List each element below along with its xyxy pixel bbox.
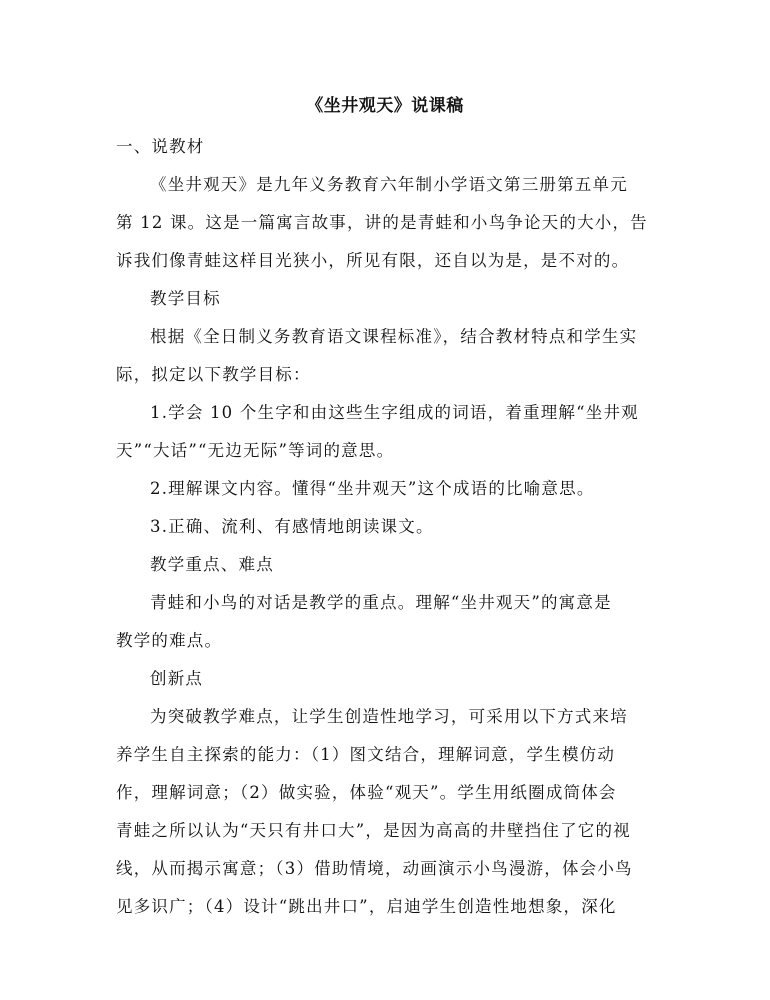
paragraph-line: 《坐井观天》是九年义务教育六年制小学语文第三册第五单元 <box>150 175 628 194</box>
paragraph-line: 见多识广；（4）设计“跳出井口”，启迪学生创造性地想象，深化 <box>116 897 617 916</box>
paragraph-line: 为突破教学难点，让学生创造性地学习，可采用以下方式来培 <box>150 707 628 726</box>
paragraph-line: 际，拟定以下教学目标： <box>116 365 311 384</box>
paragraph-line: 青蛙之所以认为“天只有井口大”，是因为高高的井壁挡住了它的视 <box>116 821 631 840</box>
goal-item-2: 2.理解课文内容。懂得“坐井观天”这个成语的比喻意思。 <box>150 479 595 498</box>
paragraph-line: 根据《全日制义务教育语文课程标准》，结合教材特点和学生实 <box>150 327 638 346</box>
paragraph-line: 教学的难点。 <box>116 631 223 650</box>
section-heading-textbook: 一、说教材 <box>116 137 205 156</box>
document-title: 《坐井观天》说课稿 <box>306 96 464 116</box>
goal-item-1: 1.学会 10 个生字和由这些生字组成的词语，着重理解“坐井观 <box>150 403 639 422</box>
goal-item-3: 3.正确、流利、有感情地朗读课文。 <box>150 517 434 536</box>
paragraph-line: 养学生自主探索的能力：（1）图文结合，理解词意，学生模仿动 <box>116 745 616 764</box>
paragraph-line: 诉我们像青蛙这样目光狭小，所见有限，还自以为是，是不对的。 <box>116 251 630 270</box>
paragraph-line: 青蛙和小鸟的对话是教学的重点。理解“坐井观天”的寓意是 <box>150 593 612 612</box>
paragraph-line: 第 12 课。这是一篇寓言故事，讲的是青蛙和小鸟争论天的大小，告 <box>116 213 648 232</box>
subheading-innovation: 创新点 <box>150 669 204 688</box>
paragraph-line: 线，从而揭示寓意；（3）借助情境，动画演示小鸟漫游，体会小鸟 <box>116 859 633 878</box>
subheading-teaching-goals: 教学目标 <box>150 289 221 308</box>
subheading-key-points: 教学重点、难点 <box>150 555 274 574</box>
paragraph-line: 作，理解词意；（2）做实验，体验“观天”。学生用纸圈成筒体会 <box>116 783 617 802</box>
goal-item-1-continued: 天”“大话”“无边无际”等词的意思。 <box>116 441 395 460</box>
